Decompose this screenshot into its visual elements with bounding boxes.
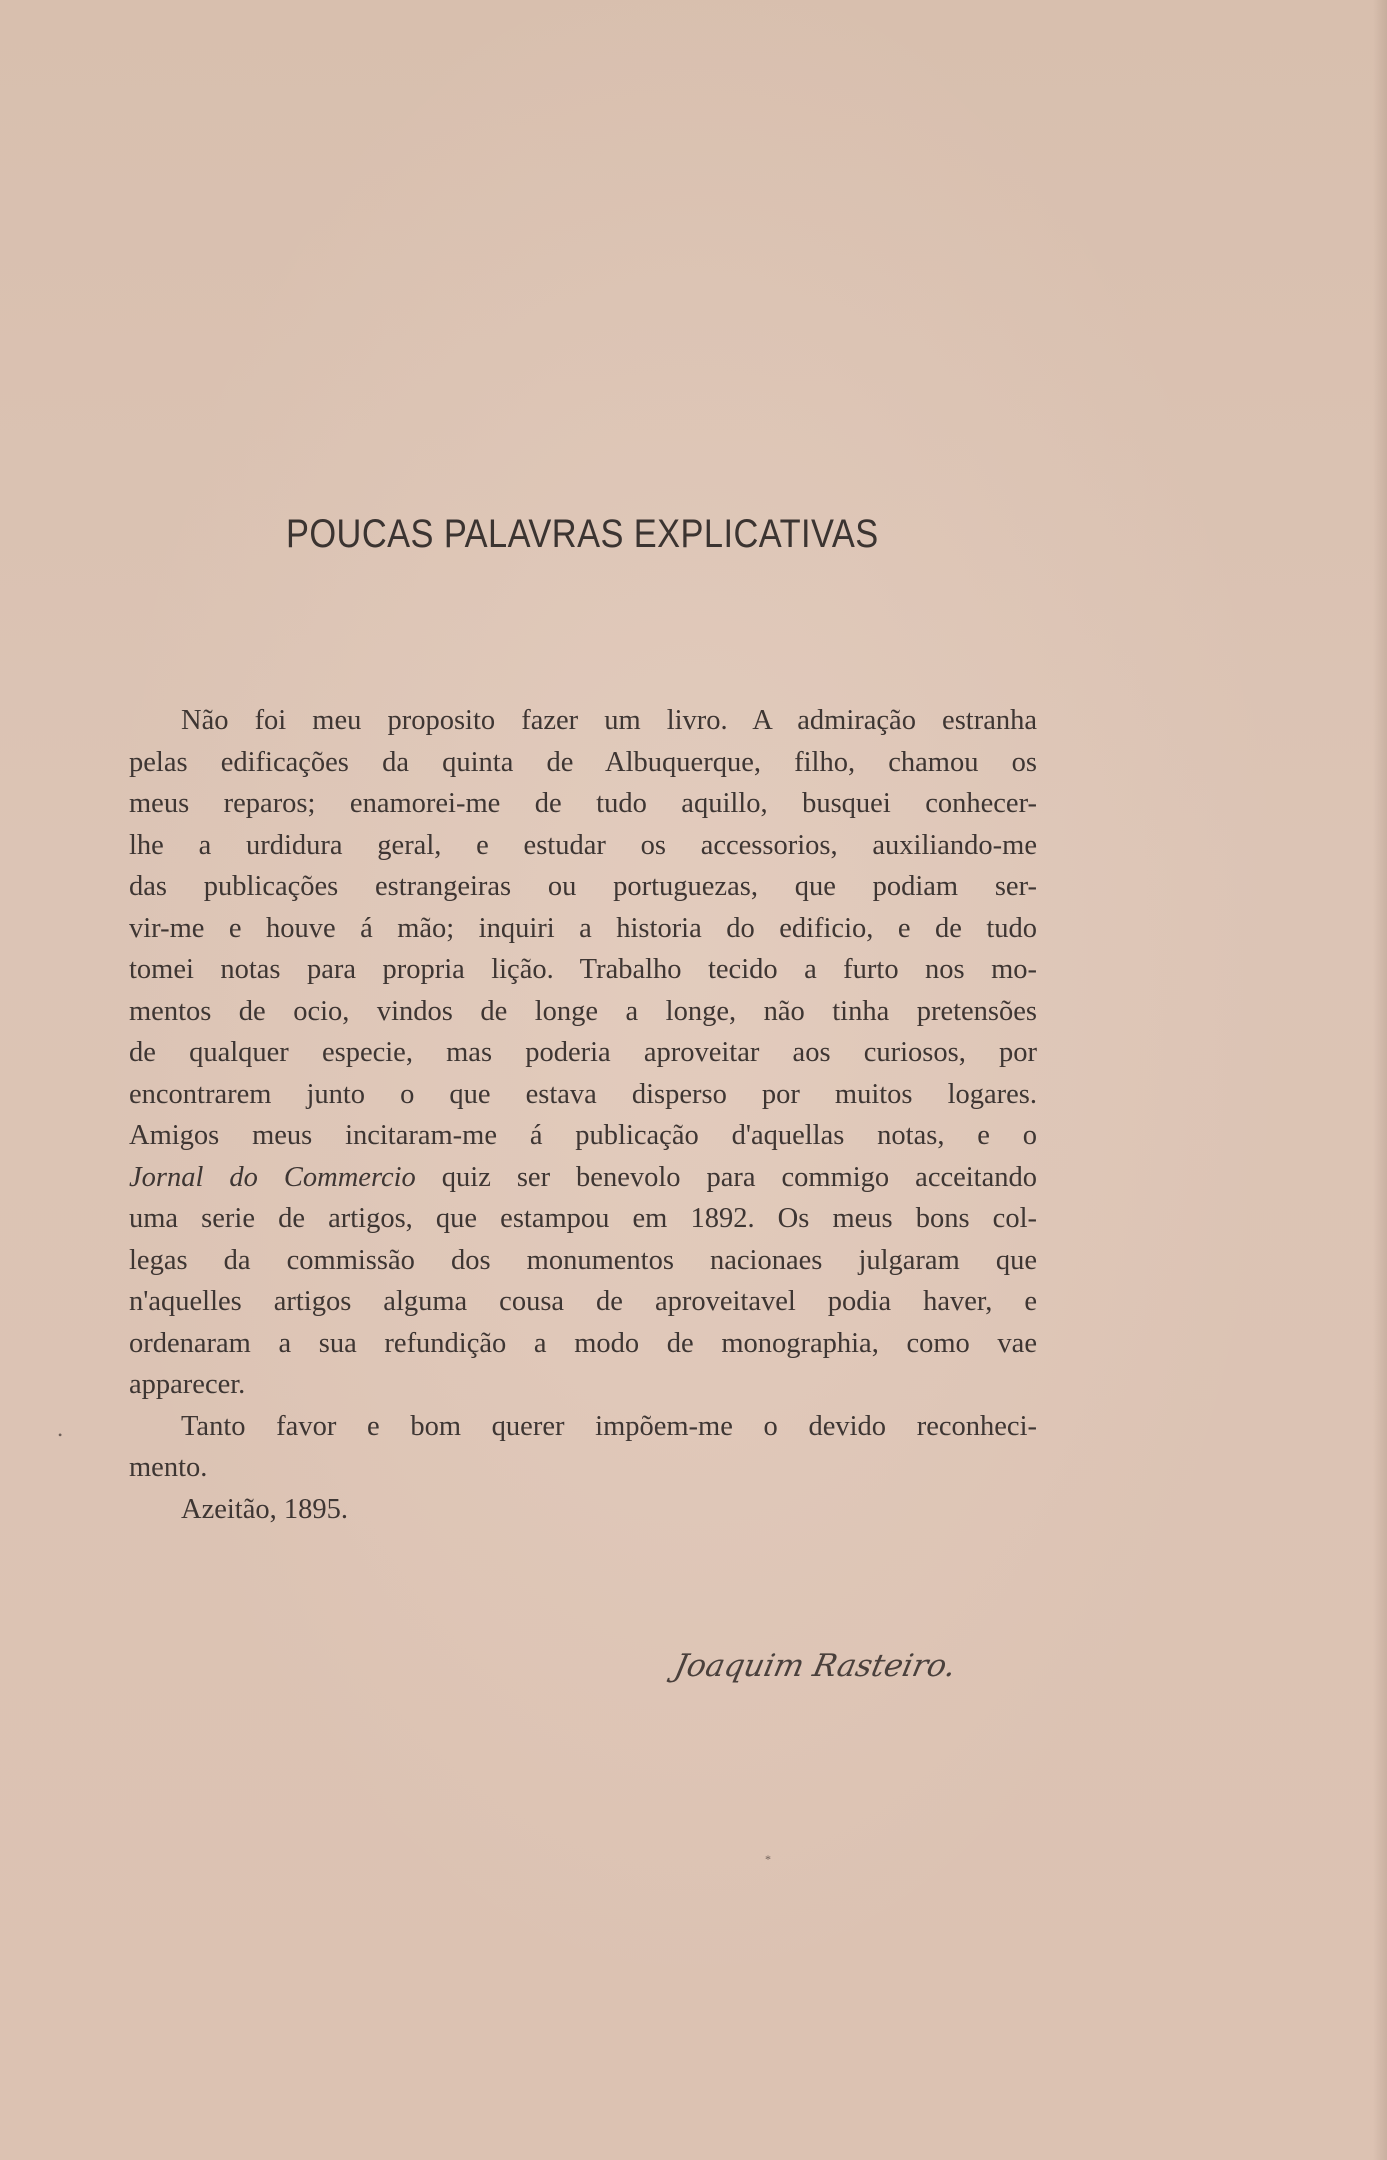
text-line: Amigos meus incitaram-me á publicação d'aquellas notas, e o bbox=[129, 1120, 1037, 1151]
page-edge-shade bbox=[1373, 0, 1387, 2160]
text-line: das publicações estrangeiras ou portuguezas, que podiam ser- bbox=[129, 871, 1037, 902]
text-line: apparecer. bbox=[129, 1369, 246, 1400]
text-line: lhe a urdidura geral, e estudar os accessorios, auxiliando-me bbox=[129, 829, 1037, 861]
text-line: uma serie de artigos, que estampou em 1892. Os meus bons col- bbox=[129, 1203, 1037, 1234]
signature: Joaquim Rasteiro. bbox=[671, 1648, 960, 1684]
text-line-rest: quiz ser benevolo para commigo acceitando bbox=[415, 1161, 1038, 1193]
speck-mark: * bbox=[765, 1852, 771, 1866]
text-line: pelas edificações da quinta de Albuquerque, filho, chamou os bbox=[129, 746, 1037, 778]
text-line: Não foi meu proposito fazer um livro. A admiração estranha bbox=[181, 705, 1037, 736]
text-line: mento. bbox=[129, 1452, 208, 1483]
text-line: tomei notas para propria lição. Trabalho tecido a furto nos mo- bbox=[129, 954, 1037, 985]
text-line: n'aquelles artigos alguma cousa de aproveitavel podia haver, e bbox=[129, 1286, 1037, 1317]
speck-mark: • bbox=[58, 1428, 63, 1442]
place-date: Azeitão, 1895. bbox=[181, 1493, 348, 1525]
text-line: Tanto favor e bom querer impõem-me o devido reconheci- bbox=[181, 1410, 1037, 1442]
text-line: vir-me e houve á mão; inquiri a historia do edificio, e de tudo bbox=[129, 912, 1037, 944]
text-line: mentos de ocio, vindos de longe a longe, não tinha pretensões bbox=[129, 995, 1037, 1027]
text-line: de qualquer especie, mas poderia aproveitar aos curiosos, por bbox=[129, 1037, 1037, 1068]
text-line: legas da commissão dos monumentos nacionaes julgaram que bbox=[129, 1244, 1037, 1276]
page-heading: POUCAS PALAVRAS EXPLICATIVAS bbox=[286, 512, 879, 556]
body-text bbox=[129, 700, 1037, 1530]
newspaper-title: Jornal do Commercio bbox=[129, 1161, 416, 1193]
text-line bbox=[129, 1157, 1037, 1199]
text-line: ordenaram a sua refundição a modo de monographia, como vae bbox=[129, 1327, 1037, 1359]
text-line: meus reparos; enamorei-me de tudo aquillo, busquei conhecer- bbox=[129, 788, 1037, 819]
text-line: encontrarem junto o que estava disperso por muitos logares. bbox=[129, 1078, 1037, 1110]
